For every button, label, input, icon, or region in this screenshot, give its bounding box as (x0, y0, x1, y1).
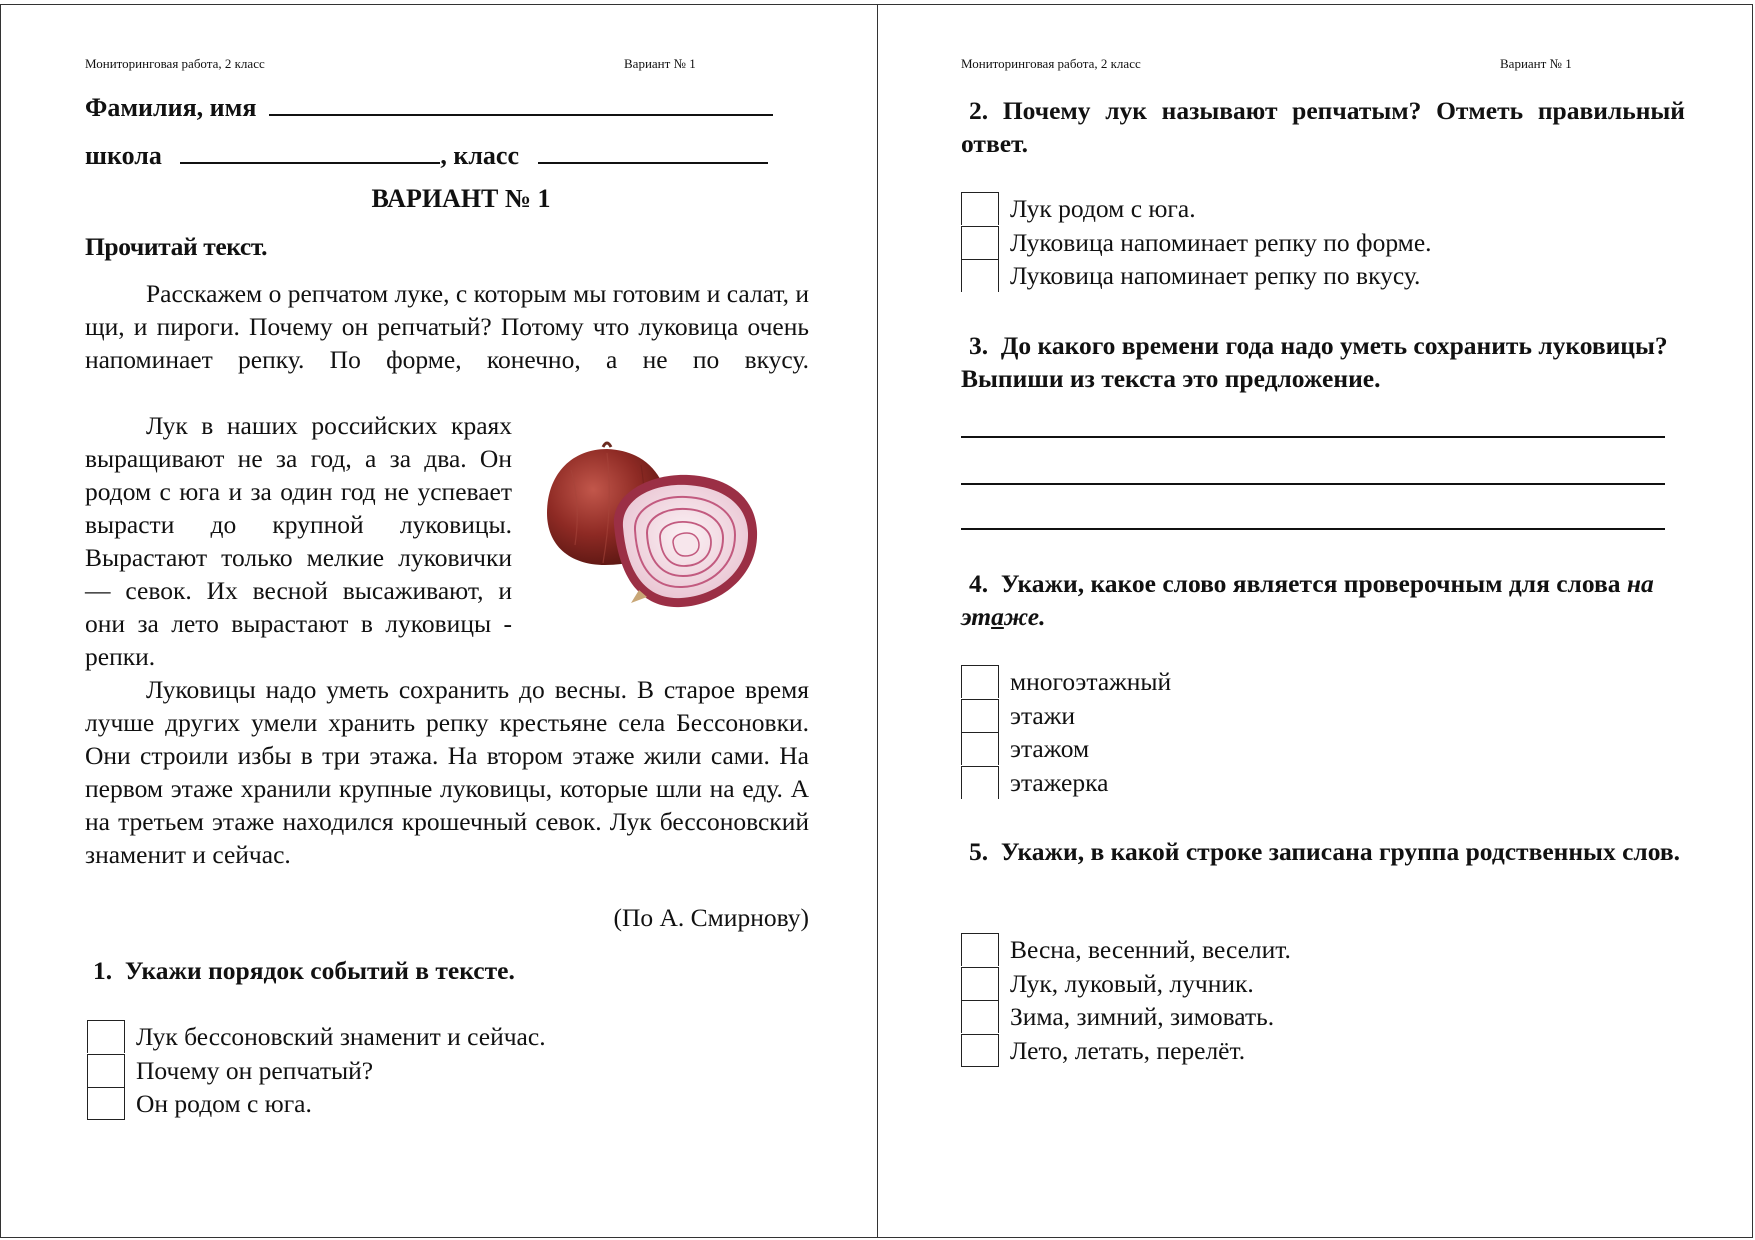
name-field[interactable] (269, 92, 773, 116)
option-text: Весна, весенний, веселит. (1010, 935, 1291, 964)
answer-box[interactable] (961, 933, 999, 966)
question-2-option (961, 259, 1661, 293)
answer-line-1[interactable] (961, 436, 1665, 438)
question-5 (961, 835, 1685, 868)
question-3-prompt: До какого времени года надо уметь сохранить луковицы? Выпиши из текста это предложение. (961, 331, 1668, 393)
question-5-option (961, 967, 1661, 1001)
header-left: Мониторинговая работа, 2 класс (961, 56, 1141, 71)
answer-box[interactable] (961, 699, 999, 732)
question-4-option (961, 732, 1661, 766)
question-3-number: 3. (969, 331, 989, 360)
option-text: Лук, луковый, лучник. (1010, 968, 1254, 998)
option-text: многоэтажный (1010, 667, 1172, 696)
header-left: Мониторинговая работа, 2 класс (85, 56, 265, 71)
answer-box[interactable] (961, 766, 999, 799)
question-4-option (961, 699, 1661, 733)
option-text: Лук родом с юга. (1010, 194, 1196, 223)
question-1 (93, 954, 515, 987)
onion-illustration (541, 435, 766, 620)
answer-line-3[interactable] (961, 528, 1665, 530)
question-2-prompt: Почему лук называют репчатым? Отметь правильный ответ. (961, 96, 1685, 158)
question-5-options (961, 933, 1661, 1067)
text-author: (По А. Смирнову) (613, 903, 809, 932)
question-2 (961, 94, 1685, 160)
option-text: этажом (1010, 734, 1090, 763)
variant-title: ВАРИАНТ № 1 (371, 184, 551, 213)
option-text: Лето, летать, перелёт. (1010, 1035, 1246, 1065)
answer-box[interactable] (961, 259, 999, 292)
question-4-options (961, 665, 1661, 799)
question-4 (961, 567, 1685, 633)
question-2-option (961, 226, 1661, 260)
question-5-option (961, 1000, 1661, 1034)
text-paragraph-1: Расскажем о репчатом луке, с которым мы готовим и салат, и щи, и пироги. Почему он репчатый? Потому что луковица очень напоминает репку. По форме, конечно, а не по вкусу. (85, 279, 809, 374)
question-4-number: 4. (969, 569, 989, 598)
question-4-option (961, 766, 1661, 800)
question-1-option (87, 1020, 787, 1054)
answer-box[interactable] (961, 665, 999, 698)
option-text: Лук бессоновский знаменит и сейчас. (136, 1022, 546, 1051)
option-text: Почему он репчатый? (136, 1055, 374, 1085)
school-label: школа (85, 141, 162, 170)
question-1-number: 1. (93, 956, 113, 985)
question-4-prompt: Укажи, какое слово является проверочным для слова (1000, 569, 1621, 598)
question-4-option (961, 665, 1661, 699)
option-text: Он родом с юга. (136, 1089, 312, 1118)
option-text: Луковица напоминает репку по форме. (1010, 227, 1432, 257)
answer-line-2[interactable] (961, 483, 1665, 485)
school-row (85, 140, 768, 171)
question-1-option (87, 1087, 787, 1121)
answer-box[interactable] (961, 1000, 999, 1033)
question-1-prompt: Укажи порядок событий в тексте. (124, 956, 515, 985)
option-text: этажерка (1010, 767, 1109, 797)
text-paragraph-2: Лук в наших российских краях выращивают не за год, а за два. Он родом с юга и за один год не успевает вырасти до крупной луковицы. Вырастают только мелкие луковички — севок. Их весной высаживают, и они за лето вырастают в луковицы - репки. (85, 411, 512, 671)
answer-box[interactable] (961, 967, 999, 1000)
school-field[interactable] (180, 140, 440, 164)
question-1-options (87, 1020, 787, 1121)
answer-box[interactable] (961, 732, 999, 765)
answer-box[interactable] (961, 1034, 999, 1067)
answer-box[interactable] (87, 1054, 125, 1087)
answer-box[interactable] (961, 226, 999, 259)
stressed-letter: а (991, 602, 1004, 631)
text-paragraph-3: Луковицы надо уметь сохранить до весны. В старое время лучше других умели хранить репку крестьяне села Бессоновки. Они строили избы в три этажа. На втором этаже жили сами. На первом этаже хранили крупные луковицы, которые шли на еду. А на третьем этаже находился крошечный севок. Лук бессоновский знаменит и сейчас. (85, 675, 809, 869)
left-page (1, 5, 878, 1237)
option-text: этажи (1010, 700, 1075, 730)
question-2-options (961, 192, 1661, 293)
option-text: Луковица напоминает репку по вкусу. (1010, 261, 1421, 290)
question-4-word: на этаже. (961, 569, 1654, 631)
question-5-number: 5. (969, 837, 989, 866)
class-label: , класс (440, 141, 519, 170)
question-1-option (87, 1054, 787, 1088)
question-5-option (961, 1034, 1661, 1068)
option-text: Зима, зимний, зимовать. (1010, 1002, 1275, 1031)
instruction: Прочитай текст. (85, 232, 268, 261)
right-page (878, 5, 1754, 1237)
question-5-prompt: Укажи, в какой строке записана группа родственных слов. (1000, 837, 1680, 866)
header-right: Вариант № 1 (624, 56, 696, 71)
answer-box[interactable] (961, 192, 999, 225)
question-2-option (961, 192, 1661, 226)
question-5-option (961, 933, 1661, 967)
question-2-number: 2. (969, 96, 989, 125)
question-3 (961, 329, 1685, 395)
answer-box[interactable] (87, 1087, 125, 1120)
class-field[interactable] (538, 140, 768, 164)
name-label: Фамилия, имя (85, 93, 257, 122)
answer-box[interactable] (87, 1020, 125, 1053)
header-right: Вариант № 1 (1500, 56, 1572, 71)
worksheet-spread (0, 4, 1753, 1238)
name-row (85, 92, 773, 123)
